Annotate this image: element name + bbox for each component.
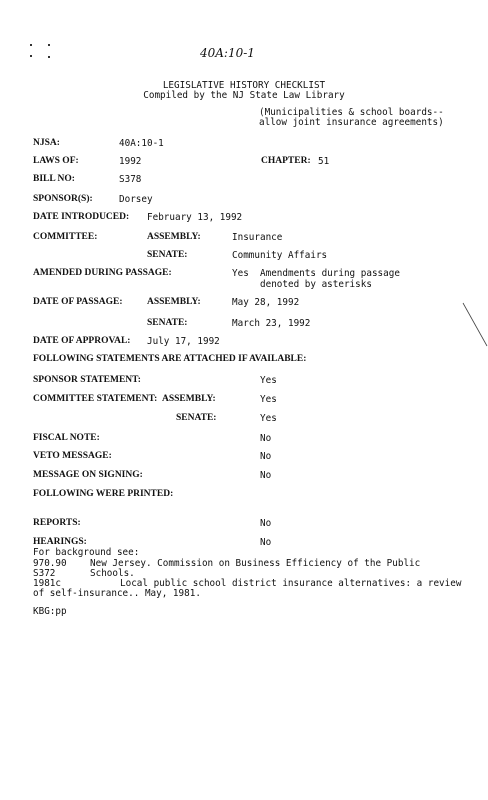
date-of-approval-value: July 17, 1992: [147, 336, 220, 347]
message-on-signing-label: MESSAGE ON SIGNING:: [33, 470, 143, 480]
fiscal-note-value: No: [260, 433, 272, 444]
passage-assembly-label: ASSEMBLY:: [147, 297, 201, 307]
date-of-approval-label: DATE OF APPROVAL:: [33, 336, 131, 346]
background-ref-call: 1981c: [33, 578, 61, 589]
bill-no-label: BILL NO:: [33, 174, 75, 184]
background-ref-text: Local public school district insurance alternatives: a review: [120, 578, 462, 589]
njsa-label: NJSA:: [33, 138, 60, 148]
committee-statement-senate-value: Yes: [260, 413, 277, 424]
reports-label: REPORTS:: [33, 518, 81, 528]
committee-assembly-value: Insurance: [232, 232, 283, 243]
scan-mark: [30, 55, 32, 57]
background-ref-text-2: of self-insurance.. May, 1981.: [33, 588, 201, 599]
scan-mark: [48, 56, 50, 58]
hearings-label: HEARINGS:: [33, 537, 87, 547]
amended-value: Yes: [232, 268, 249, 279]
passage-senate-value: March 23, 1992: [232, 318, 311, 329]
laws-of-label: LAWS OF:: [33, 156, 79, 166]
sponsors-label: SPONSOR(S):: [33, 194, 93, 204]
amended-note-line-1: Amendments during passage: [260, 268, 400, 279]
background-ref-text-2: Schools.: [90, 568, 135, 579]
veto-message-label: VETO MESSAGE:: [33, 451, 112, 461]
committee-statement-senate-label: SENATE:: [176, 413, 217, 423]
bill-no-value: S378: [119, 174, 142, 185]
initials: KBG:pp: [33, 606, 67, 617]
committee-senate-label: SENATE:: [147, 250, 188, 260]
amended-note-line-2: denoted by asterisks: [260, 279, 372, 290]
description-line-1: (Municipalities & school boards--: [259, 107, 444, 118]
veto-message-value: No: [260, 451, 272, 462]
sponsor-statement-value: Yes: [260, 375, 277, 386]
committee-assembly-label: ASSEMBLY:: [147, 232, 201, 242]
date-of-passage-label: DATE OF PASSAGE:: [33, 297, 123, 307]
following-printed-heading: FOLLOWING WERE PRINTED:: [33, 489, 174, 499]
passage-senate-label: SENATE:: [147, 318, 188, 328]
committee-senate-value: Community Affairs: [232, 250, 328, 261]
sponsor-statement-label: SPONSOR STATEMENT:: [33, 375, 141, 385]
fiscal-note-label: FISCAL NOTE:: [33, 433, 100, 443]
background-intro: For background see:: [33, 547, 140, 558]
scan-mark: [48, 44, 50, 46]
committee-statement-label: COMMITTEE STATEMENT:: [33, 394, 158, 404]
background-ref-call: 970.90: [33, 558, 67, 569]
scan-line: [462, 302, 488, 348]
amended-label: AMENDED DURING PASSAGE:: [33, 268, 172, 278]
date-introduced-value: February 13, 1992: [147, 212, 243, 223]
laws-of-value: 1992: [119, 156, 142, 167]
chapter-label: CHAPTER:: [261, 156, 311, 166]
chapter-value: 51: [318, 156, 330, 167]
committee-label: COMMITTEE:: [33, 232, 98, 242]
description-line-2: allow joint insurance agreements): [259, 117, 444, 128]
scan-mark: [30, 44, 32, 46]
date-introduced-label: DATE INTRODUCED:: [33, 212, 130, 222]
sponsors-value: Dorsey: [119, 194, 153, 205]
committee-statement-assembly-label: ASSEMBLY:: [162, 394, 216, 404]
page-title: LEGISLATIVE HISTORY CHECKLIST: [162, 80, 326, 91]
background-ref-call-2: S372: [33, 568, 56, 579]
handwritten-reference: 40A:10-1: [200, 46, 255, 60]
background-ref-text: New Jersey. Commission on Business Efficiency of the Public: [90, 558, 421, 569]
passage-assembly-value: May 28, 1992: [232, 297, 300, 308]
following-attached-heading: FOLLOWING STATEMENTS ARE ATTACHED IF AVAILABLE:: [33, 354, 307, 364]
hearings-value: No: [260, 537, 272, 548]
committee-statement-assembly-value: Yes: [260, 394, 277, 405]
reports-value: No: [260, 518, 272, 529]
message-on-signing-value: No: [260, 470, 272, 481]
page-subtitle: Compiled by the NJ State Law Library: [143, 90, 345, 101]
njsa-value: 40A:10-1: [119, 138, 164, 149]
